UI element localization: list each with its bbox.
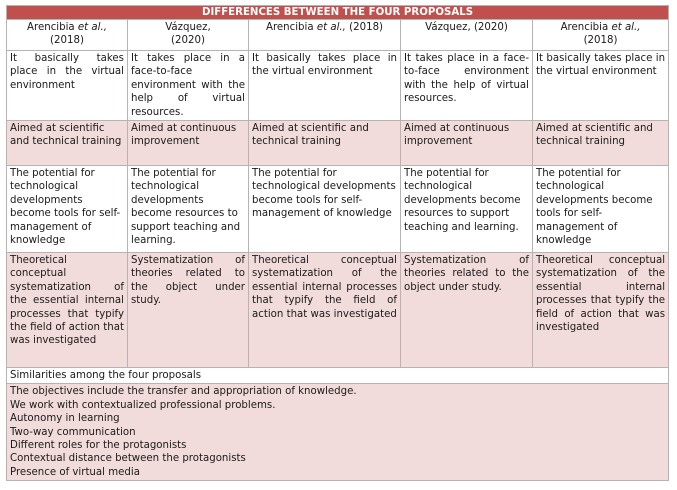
table-cell: The potential for technological developments become tools for self-management of knowledge <box>249 166 401 253</box>
list-item: Autonomy in learning <box>10 413 120 425</box>
similarities-label: Similarities among the four proposals <box>7 368 669 384</box>
table-cell: Theoretical conceptual systematization of the essential internal processes that typify the field of action that was investigated <box>249 253 401 368</box>
list-item: Presence of virtual media <box>10 466 140 478</box>
table-row <box>7 51 669 121</box>
column-header: Arencibia et al., (2018) <box>7 20 128 51</box>
table-cell: It basically takes place in the virtual environment <box>249 51 401 121</box>
table-cell: It takes place in a face-to-face environment with the help of virtual resources. <box>401 51 533 121</box>
column-header: Vázquez, (2020) <box>128 20 249 51</box>
column-header: Vázquez, (2020) <box>401 20 533 51</box>
column-header: Arencibia et al., (2018) <box>533 20 669 51</box>
table-row <box>7 253 669 368</box>
table-cell: It basically takes place in the virtual environment <box>533 51 669 121</box>
table-cell: Systematization of theories related to the object under study. <box>401 253 533 368</box>
table-cell: Aimed at scientific and technical training <box>249 121 401 166</box>
table-cell: The potential for technological developments become tools for self-management of knowledge <box>533 166 669 253</box>
table-cell: Theoretical conceptual systematization of the essential internal processes that typify the field of action that was investigated <box>7 253 128 368</box>
table-cell: Aimed at scientific and technical training <box>7 121 128 166</box>
table-cell: The potential for technological developments become resources to support teaching and learning. <box>128 166 249 253</box>
table-cell: The potential for technological developments become tools for self-management of knowledge <box>7 166 128 253</box>
list-item: Two-way communication <box>10 426 136 438</box>
differences-table <box>6 5 669 481</box>
table-cell: The potential for technological developments become resources to support teaching and learning. <box>401 166 533 253</box>
similarities-list <box>7 384 669 481</box>
column-header: Arencibia et al., (2018) <box>249 20 401 51</box>
list-item: Different roles for the protagonists <box>10 440 187 452</box>
table-cell: It takes place in a face-to-face environment with the help of virtual resources. <box>128 51 249 121</box>
table-title: DIFFERENCES BETWEEN THE FOUR PROPOSALS <box>7 6 669 20</box>
table-cell: Aimed at continuous improvement <box>401 121 533 166</box>
list-item: The objectives include the transfer and appropriation of knowledge. <box>10 386 357 398</box>
table-cell: Theoretical conceptual systematization of the essential internal processes that typify the field of action that was investigated <box>533 253 669 368</box>
table-row <box>7 121 669 166</box>
list-item: Contextual distance between the protagonists <box>10 453 246 465</box>
table-cell: Aimed at continuous improvement <box>128 121 249 166</box>
table-row <box>7 166 669 253</box>
table-cell: Systematization of theories related to the object under study. <box>128 253 249 368</box>
table-cell: Aimed at scientific and technical training <box>533 121 669 166</box>
list-item: We work with contextualized professional problems. <box>10 399 276 411</box>
table-cell: It basically takes place in the virtual environment <box>7 51 128 121</box>
